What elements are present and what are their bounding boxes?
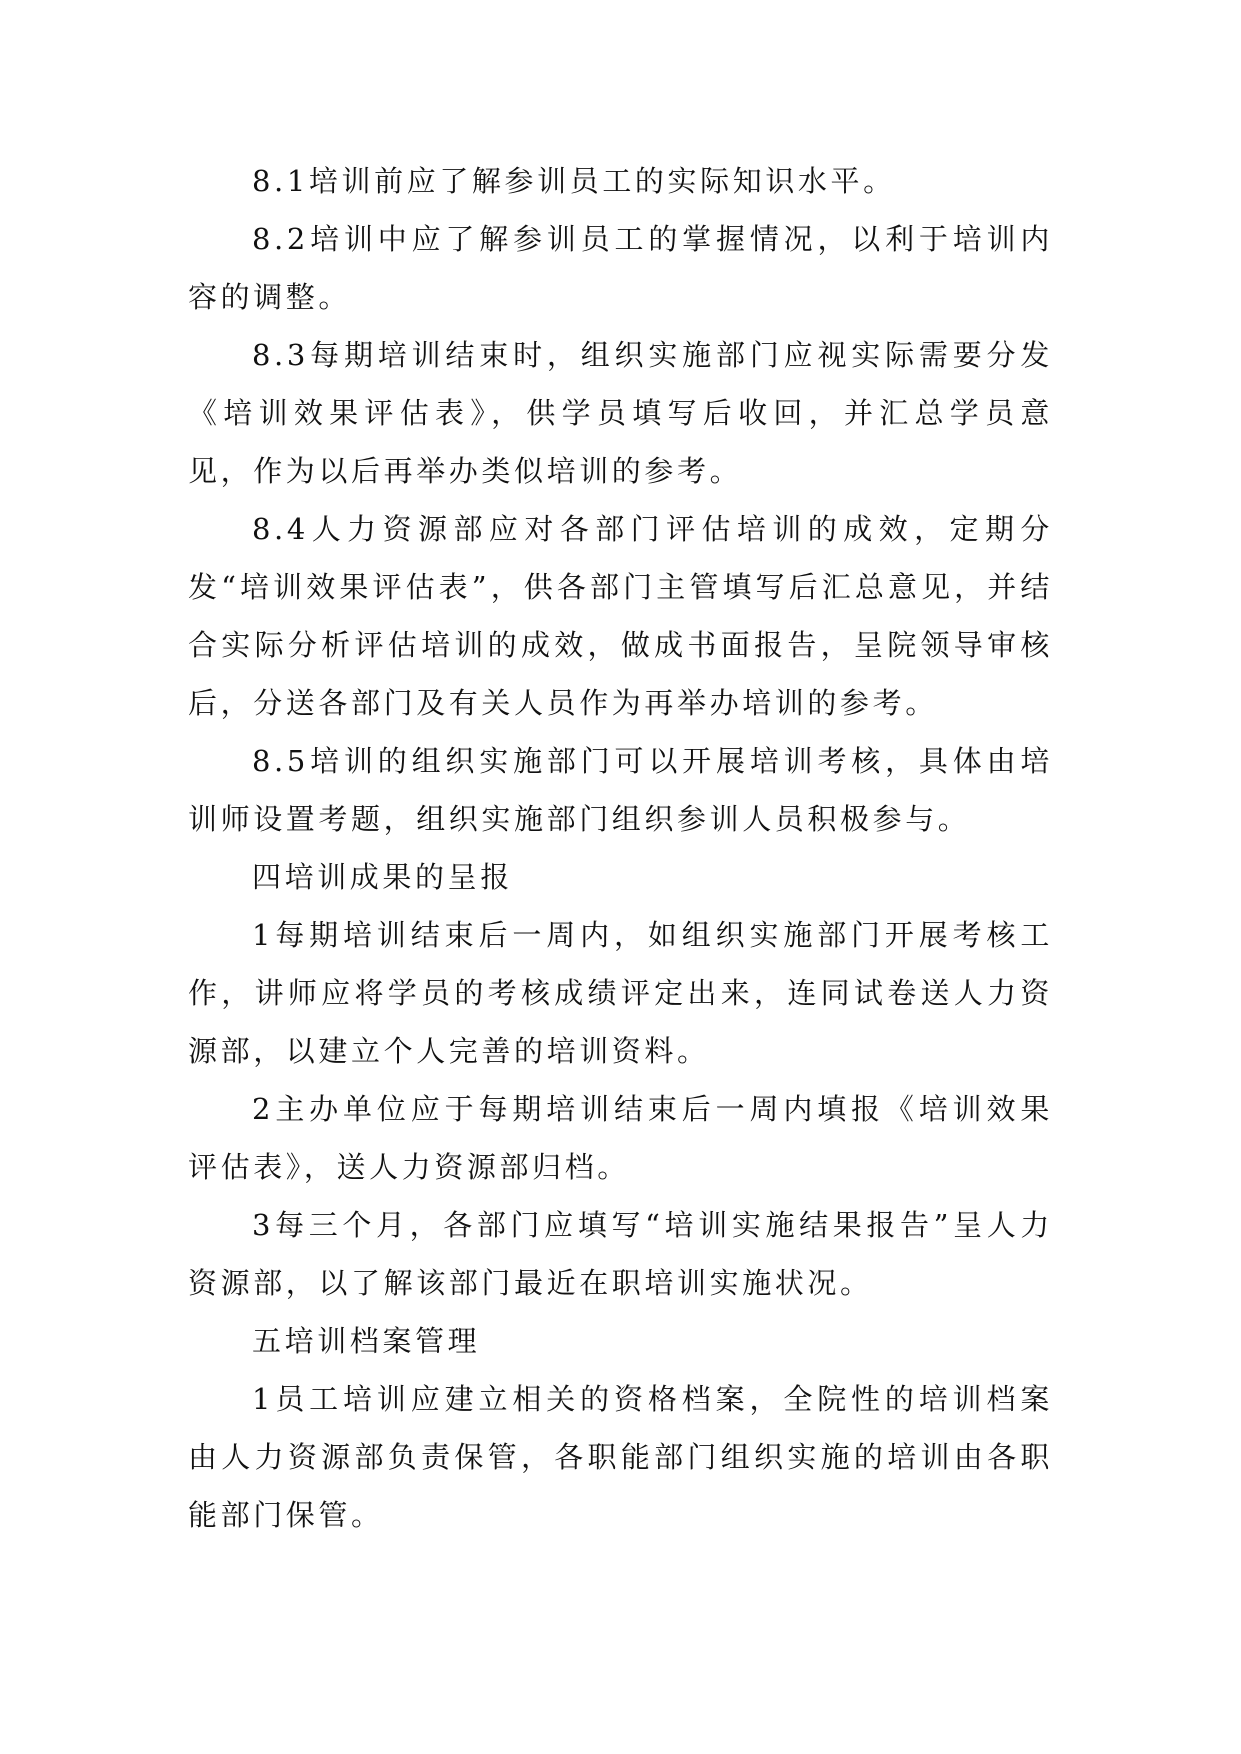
section-heading-4: 四培训成果的呈报	[252, 860, 513, 894]
paragraph-4-1: 1每期培训结束后一周内，如组织实施部门开展考核工作，讲师应将学员的考核成绩评定出来，连同试卷送人力资源部，以建立个人完善的培训资料。	[188, 918, 1053, 1068]
paragraph-8-5: 8.5培训的组织实施部门可以开展培训考核，具体由培训师设置考题，组织实施部门组织参训人员积极参与。	[188, 744, 1053, 836]
paragraph-4-3: 3每三个月，各部门应填写“培训实施结果报告”呈人力资源部，以了解该部门最近在职培训实施状况。	[188, 1208, 1053, 1300]
paragraph-4-2: 2主办单位应于每期培训结束后一周内填报《培训效果评估表》，送人力资源部归档。	[188, 1092, 1053, 1184]
section-heading-5: 五培训档案管理	[252, 1324, 481, 1358]
document-body	[188, 152, 1053, 1544]
paragraph-8-2: 8.2培训中应了解参训员工的掌握情况，以利于培训内容的调整。	[188, 222, 1053, 314]
paragraph-8-4: 8.4人力资源部应对各部门评估培训的成效，定期分发“培训效果评估表”，供各部门主管填写后汇总意见，并结合实际分析评估培训的成效，做成书面报告，呈院领导审核后，分送各部门及有关人员作为再举办培训的参考。	[188, 512, 1053, 720]
paragraph-8-3: 8.3每期培训结束时，组织实施部门应视实际需要分发《培训效果评估表》，供学员填写后收回，并汇总学员意见，作为以后再举办类似培训的参考。	[188, 338, 1053, 488]
paragraph-5-1: 1员工培训应建立相关的资格档案，全院性的培训档案由人力资源部负责保管，各职能部门组织实施的培训由各职能部门保管。	[188, 1382, 1053, 1532]
paragraph-8-1: 8.1培训前应了解参训员工的实际知识水平。	[252, 164, 896, 198]
